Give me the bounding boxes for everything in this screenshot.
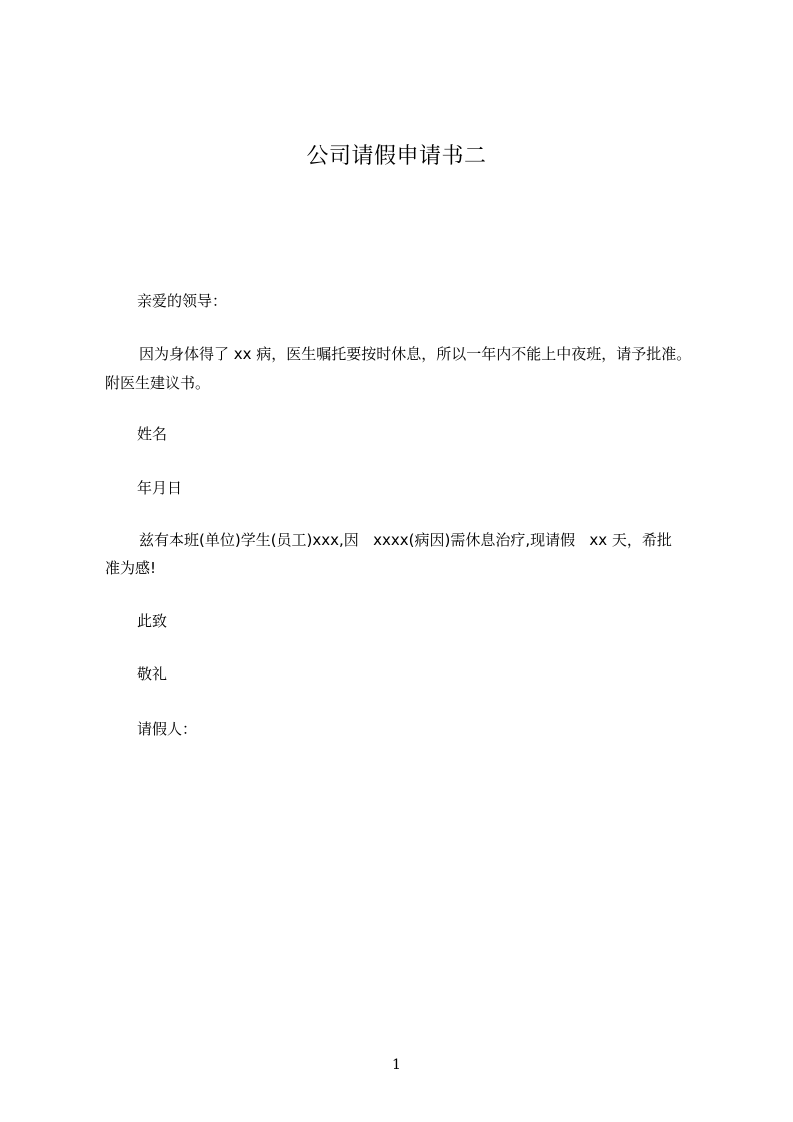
document-title: 公司请假申请书二 <box>306 144 487 169</box>
closing-jingli: 敬礼 <box>137 665 168 683</box>
paragraph2-line2: 准为感! <box>105 559 157 577</box>
greeting: 亲爱的领导： <box>137 292 228 310</box>
paragraph1-line2: 附医生建议书。 <box>105 374 211 392</box>
paragraph1-line1: 因为身体得了 xx 病，医生嘱托要按时休息，所以一年内不能上中夜班，请予批准。 <box>139 345 692 363</box>
page-number: 1 <box>392 1057 401 1073</box>
closing-cizhi: 此致 <box>137 612 168 630</box>
name-label: 姓名 <box>137 425 168 443</box>
date-label: 年月日 <box>137 479 183 497</box>
requester-label: 请假人： <box>137 720 198 738</box>
paragraph2-line1: 兹有本班(单位)学生(员工)xxx,因 xxxx(病因)需休息治疗,现请假 xx 天，希批 <box>139 531 672 549</box>
